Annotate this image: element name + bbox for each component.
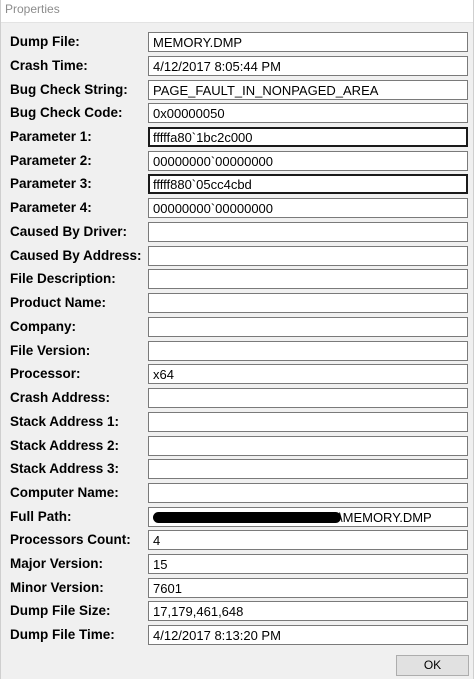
field-bug-check-code[interactable]: 0x00000050 <box>148 103 468 123</box>
label-full-path: Full Path: <box>10 509 72 524</box>
field-crash-time[interactable]: 4/12/2017 8:05:44 PM <box>148 56 468 76</box>
row-major-version <box>1 554 474 576</box>
row-stack-address-1 <box>1 412 474 434</box>
field-dump-file[interactable]: MEMORY.DMP <box>148 32 468 52</box>
label-stack-address-2: Stack Address 2: <box>10 438 120 453</box>
row-minor-version <box>1 578 474 600</box>
label-processor: Processor: <box>10 366 81 381</box>
label-dump-file-size: Dump File Size: <box>10 603 111 618</box>
label-parameter-1: Parameter 1: <box>10 129 92 144</box>
field-dump-file-time[interactable]: 4/12/2017 8:13:20 PM <box>148 625 468 645</box>
row-computer-name <box>1 483 474 505</box>
row-company <box>1 317 474 339</box>
label-parameter-3: Parameter 3: <box>10 176 92 191</box>
row-processor <box>1 364 474 386</box>
row-parameter-2 <box>1 151 474 173</box>
row-caused-by-address <box>1 246 474 268</box>
field-stack-address-2[interactable] <box>148 436 468 456</box>
row-dump-file <box>1 32 474 54</box>
row-product-name <box>1 293 474 315</box>
field-computer-name[interactable] <box>148 483 468 503</box>
label-product-name: Product Name: <box>10 295 107 310</box>
row-parameter-1 <box>1 127 474 149</box>
field-minor-version[interactable]: 7601 <box>148 578 468 598</box>
label-processors-count: Processors Count: <box>10 532 131 547</box>
field-major-version[interactable]: 15 <box>148 554 468 574</box>
window-title: Properties <box>5 2 60 16</box>
row-full-path <box>1 507 474 529</box>
label-parameter-2: Parameter 2: <box>10 153 92 168</box>
row-crash-address <box>1 388 474 410</box>
row-crash-time <box>1 56 474 78</box>
row-dump-file-time <box>1 625 474 647</box>
row-processors-count <box>1 530 474 552</box>
field-crash-address[interactable] <box>148 388 468 408</box>
field-parameter-1[interactable]: fffffa80`1bc2c000 <box>148 127 468 147</box>
field-stack-address-3[interactable] <box>148 459 468 479</box>
label-stack-address-3: Stack Address 3: <box>10 461 120 476</box>
row-parameter-3 <box>1 174 474 196</box>
row-file-description <box>1 269 474 291</box>
field-stack-address-1[interactable] <box>148 412 468 432</box>
label-caused-by-driver: Caused By Driver: <box>10 224 128 239</box>
row-parameter-4 <box>1 198 474 220</box>
row-bug-check-code <box>1 103 474 125</box>
field-file-version[interactable] <box>148 341 468 361</box>
label-parameter-4: Parameter 4: <box>10 200 92 215</box>
label-computer-name: Computer Name: <box>10 485 119 500</box>
field-parameter-2[interactable]: 00000000`00000000 <box>148 151 468 171</box>
row-dump-file-size <box>1 601 474 623</box>
label-bug-check-code: Bug Check Code: <box>10 105 123 120</box>
label-stack-address-1: Stack Address 1: <box>10 414 120 429</box>
field-processors-count[interactable]: 4 <box>148 530 468 550</box>
row-stack-address-2 <box>1 436 474 458</box>
label-minor-version: Minor Version: <box>10 580 104 595</box>
field-dump-file-size[interactable]: 17,179,461,648 <box>148 601 468 621</box>
label-dump-file: Dump File: <box>10 34 80 49</box>
label-file-description: File Description: <box>10 271 116 286</box>
field-company[interactable] <box>148 317 468 337</box>
full-path-tail: \MEMORY.DMP <box>339 510 432 525</box>
row-stack-address-3 <box>1 459 474 481</box>
field-full-path[interactable] <box>148 507 468 527</box>
field-caused-by-address[interactable] <box>148 246 468 266</box>
label-dump-file-time: Dump File Time: <box>10 627 115 642</box>
label-file-version: File Version: <box>10 343 91 358</box>
title-bar <box>1 0 473 23</box>
row-file-version <box>1 341 474 363</box>
ok-button[interactable]: OK <box>396 655 469 676</box>
label-crash-time: Crash Time: <box>10 58 88 73</box>
field-caused-by-driver[interactable] <box>148 222 468 242</box>
label-caused-by-address: Caused By Address: <box>10 248 142 263</box>
field-processor[interactable]: x64 <box>148 364 468 384</box>
label-bug-check-string: Bug Check String: <box>10 82 128 97</box>
field-bug-check-string[interactable]: PAGE_FAULT_IN_NONPAGED_AREA <box>148 80 468 100</box>
field-product-name[interactable] <box>148 293 468 313</box>
label-company: Company: <box>10 319 77 334</box>
row-bug-check-string <box>1 80 474 102</box>
label-crash-address: Crash Address: <box>10 390 111 405</box>
field-file-description[interactable] <box>148 269 468 289</box>
label-major-version: Major Version: <box>10 556 104 571</box>
redaction-mark <box>153 512 341 523</box>
field-parameter-4[interactable]: 00000000`00000000 <box>148 198 468 218</box>
field-parameter-3[interactable]: fffff880`05cc4cbd <box>148 174 468 194</box>
row-caused-by-driver <box>1 222 474 244</box>
